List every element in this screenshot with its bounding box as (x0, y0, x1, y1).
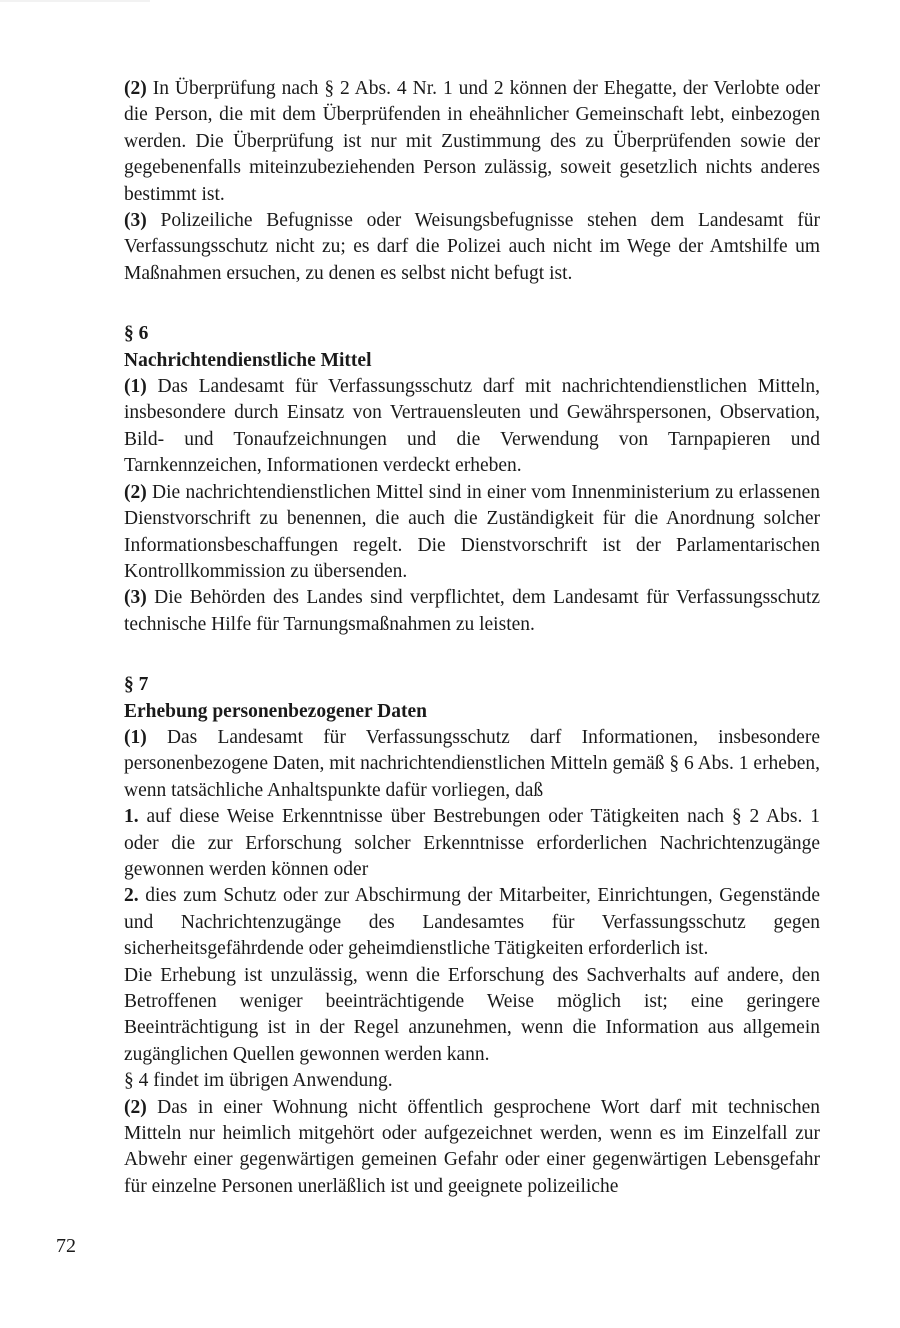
page-number: 72 (56, 1235, 76, 1257)
paragraph-text: Das Landesamt für Verfassungsschutz darf mit nachrichtendienstlichen Mitteln, insbesondere durch Einsatz von Vertrauensleuten und Gewährspersonen, Observation, Bild- und Tonaufzeichnungen und die Verwendung von Tarnpapieren und Tarnkennzeichen, Informationen verdeckt erheben. (124, 376, 820, 477)
paragraph-number: (1) (124, 726, 147, 748)
section-6-paragraph-3 (124, 585, 820, 638)
section-spacer (124, 287, 820, 321)
section-6-paragraph-1 (124, 374, 820, 480)
section-7-list-item-1 (124, 804, 820, 883)
paragraph-text: Die Behörden des Landes sind verpflichtet, dem Landesamt für Verfassungsschutz technische Hilfe für Tarnungsmaßnahmen zu leisten. (124, 587, 820, 635)
intro-paragraph-2 (124, 76, 820, 208)
section-6-sign: § 6 (124, 323, 149, 345)
section-7-paragraph-2 (124, 1095, 820, 1201)
section-spacer (124, 638, 820, 672)
list-number: 2. (124, 885, 139, 907)
paragraph-number: (3) (124, 587, 147, 609)
paragraph-text: Polizeiliche Befugnisse oder Weisungsbefugnisse stehen dem Landesamt für Verfassungsschutz nicht zu; es darf die Polizei auch nicht im Wege der Amtshilfe um Maßnahmen ersuchen, zu denen es selbst nicht befugt ist. (124, 210, 820, 284)
section-7-list-item-2 (124, 883, 820, 962)
list-number: 1. (124, 806, 139, 828)
scan-edge-mark (0, 0, 150, 2)
section-7-title: Erhebung personenbezogener Daten (124, 700, 427, 722)
intro-paragraph-3 (124, 208, 820, 287)
section-7-sign: § 7 (124, 674, 149, 696)
paragraph-text: In Überprüfung nach § 2 Abs. 4 Nr. 1 und 2 können der Ehegatte, der Verlobte oder die Person, die mit dem Überprüfenden in eheähnlicher Gemeinschaft lebt, einbezogen werden. Die Überprüfung ist nur mit Zustimmung des zu Überprüfenden sowie der gegebenenfalls miteinzubeziehenden Person zulässig, soweit gesetzlich nichts anderes bestimmt ist. (124, 78, 820, 205)
section-7-paragraph-1 (124, 725, 820, 804)
list-item-text: auf diese Weise Erkenntnisse über Bestrebungen oder Tätigkeiten nach § 2 Abs. 1 oder die zur Erforschung solcher Erkenntnisse erforderlichen Nachrichtenzugänge gewonnen werden können oder (124, 806, 820, 880)
section-7-paragraph-1-continuation: Die Erhebung ist unzulässig, wenn die Erforschung des Sachverhalts auf andere, den Betroffenen weniger beeinträchtigende Weise möglich ist; eine geringere Beeinträchtigung ist in der Regel anzunehmen, wenn die Information aus allgemein zugänglichen Quellen gewonnen werden kann. (124, 964, 820, 1065)
section-6-paragraph-2 (124, 480, 820, 586)
paragraph-text: Das in einer Wohnung nicht öffentlich gesprochene Wort darf mit technischen Mitteln nur heimlich mitgehört oder aufgezeichnet werden, wenn es im Einzelfall zur Abwehr einer gegenwärtigen gemeinen Gefahr oder einer gegenwärtigen Lebensgefahr für einzelne Personen unerläßlich ist und geeignete polizeiliche (124, 1096, 820, 1197)
paragraph-number: (2) (124, 78, 147, 99)
paragraph-number: (2) (124, 481, 147, 503)
paragraph-text: Die nachrichtendienstlichen Mittel sind in einer vom Innenministerium zu erlassenen Dienstvorschrift zu benennen, die auch die Zuständigkeit für die Anordnung solcher Informationsbeschaffungen regelt. Die Dienstvorschrift ist der Parlamentarischen Kontrollkommission zu übersenden. (124, 481, 820, 582)
paragraph-number: (2) (124, 1096, 147, 1118)
paragraph-number: (3) (124, 210, 147, 232)
section-7-paragraph-1-note: § 4 findet im übrigen Anwendung. (124, 1070, 393, 1092)
list-item-text: dies zum Schutz oder zur Abschirmung der Mitarbeiter, Einrichtungen, Gegenstände und Nachrichtenzugänge des Landesamtes für Verfassungsschutz gegen sicherheitsgefährdende oder geheimdienstliche Tätigkeiten erforderlich ist. (124, 885, 820, 960)
section-6-title: Nachrichtendienstliche Mittel (124, 349, 372, 371)
paragraph-number: (1) (124, 376, 147, 398)
paragraph-text: Das Landesamt für Verfassungsschutz darf Informationen, insbesondere personenbezogene Daten, mit nachrichtendienstlichen Mitteln gemäß § 6 Abs. 1 erheben, wenn tatsächliche Anhaltspunkte dafür vorliegen, daß (124, 726, 820, 801)
document-page (124, 76, 820, 1200)
